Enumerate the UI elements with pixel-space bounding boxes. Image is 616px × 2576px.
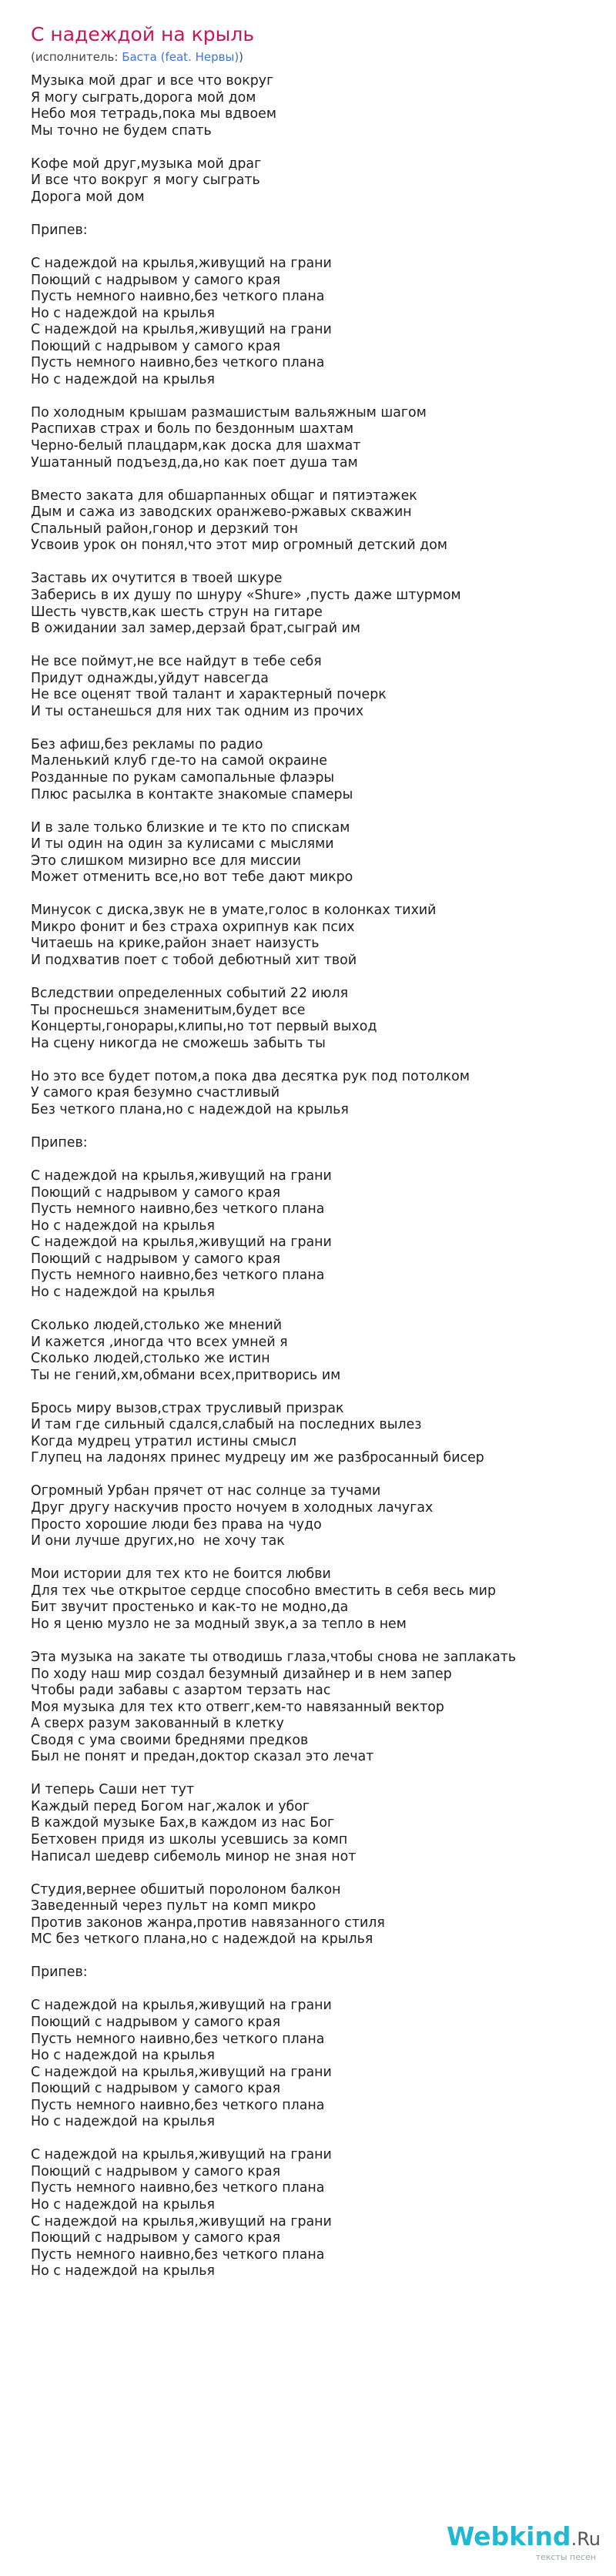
site-logo[interactable] [447,2523,601,2562]
logo-tld: .Ru [571,2528,601,2550]
lyric-line: И там где сильный сдался,слабый на последних вылез [31,1417,422,1433]
lyric-line: Минусок с диска,звук не в умате,голос в колонках тихий [31,903,437,919]
lyric-line: Мои истории для тех кто не боится любви [31,1566,331,1583]
lyric-line: Пусть немного наивно,без четкого плана [31,1268,325,1284]
lyric-line: И ты останешься для них так одним из прочих [31,703,364,719]
lyric-line: Поющий с надрывом у самого края [31,272,281,288]
lyric-line: Ушатанный подъезд,да,но как поет душа там [31,454,358,471]
lyric-line: Поющий с надрывом у самого края [31,1251,281,1267]
lyric-line: С надеждой на крылья,живущий на грани [31,2064,332,2080]
lyric-line: Поющий с надрывом у самого края [31,2081,281,2097]
lyric-line: Заведенный через пульт на комп микро [31,1898,316,1914]
stanza-gap [31,206,608,223]
stanza-gap [31,803,608,820]
lyric-line: Плюс расылка в контакте знакомые спамеры [31,786,353,802]
lyric-line: Огромный Урбан прячет от нас солнце за тучами [31,1483,381,1499]
lyric-line: Черно-белый плацдарм,как доска для шахмат [31,438,361,454]
stanza-gap [31,1633,608,1650]
lyric-line: Не все поймут,не все найдут в тебе себя [31,654,322,670]
lyric-line: Пусть немного наивно,без четкого плана [31,2031,325,2047]
lyric-line: Усвоив урок он понял,что этот мир огромный детский дом [31,538,448,554]
lyric-line: Но с надеждой на крылья [31,1284,215,1300]
performer-suffix: ) [239,50,244,64]
lyric-line: По холодным крышам размашистым вальяжным шагом [31,404,427,420]
stanza-gap [31,1118,608,1135]
lyric-line: Маленький клуб где-то на самой окраине [31,753,327,769]
lyric-line: Дым и сажа из заводских оранжево-ржавых скважин [31,504,412,521]
lyric-line: Глупец на ладонях принес мудрецу им же разбросанный бисер [31,1450,484,1466]
song-title: С надеждой на крыль [31,23,255,45]
logo-brand: Webkind [446,2521,571,2551]
lyric-line: Эта музыка на закате ты отводишь глаза,чтобы снова не заплакать [31,1649,517,1665]
lyric-line: Пусть немного наивно,без четкого плана [31,289,325,305]
lyric-line: С надеждой на крылья,живущий на грани [31,256,332,272]
lyric-line: Просто хорошие люди без права на чудо [31,1516,322,1533]
lyric-line: Вместо заката для обшарпанных общаг и пятиэтажек [31,487,417,504]
lyric-line: Пусть немного наивно,без четкого плана [31,2246,325,2263]
lyric-line: Заставь их очутится в твоей шкуре [31,571,283,587]
lyric-line: Написал шедевр сибемоль минор не зная нот [31,1848,357,1864]
stanza-gap [31,388,608,405]
lyric-line: С надеждой на крылья,живущий на грани [31,2147,332,2163]
lyric-line: Не все оценят твой талант и характерный почерк [31,687,387,703]
lyric-line: По ходу наш мир создал безумный дизайнер и в нем запер [31,1666,452,1682]
lyric-line: И все что вокруг я могу сыграть [31,173,260,189]
lyric-line: Против законов жанра,против навязанного стиля [31,1914,385,1931]
lyric-line: У самого края безумно счастливый [31,1085,280,1101]
lyric-line: И подхватив поет с тобой дебютный хит твой [31,952,357,968]
lyric-line: Без четкого плана,но с надеждой на крылья [31,1101,349,1117]
logo-wordmark [447,2523,601,2553]
lyric-line: Студия,вернее обшитый поролоном балкон [31,1881,341,1898]
stanza-gap [31,1550,608,1567]
lyric-line: Мы точно не будем спать [31,122,212,139]
lyric-line: С надеждой на крылья,живущий на грани [31,2213,332,2229]
artist-link[interactable]: Баста (feat. Нервы) [122,50,239,64]
lyric-line: Но это все будет потом,а пока два десятка рук под потолком [31,1068,470,1084]
lyric-line: Распихав страх и боль по бездонным шахтам [31,421,354,437]
lyric-line: Читаешь на крике,район знает наизусть [31,936,320,952]
stanza-gap [31,1948,608,1965]
stanza-gap [31,1052,608,1069]
stanza-gap [31,720,608,737]
stanza-gap [31,471,608,488]
lyric-line: Сводя с ума своими бреднями предков [31,1732,309,1748]
lyric-line: Но с надеждой на крылья [31,305,215,321]
lyric-line: Концерты,гонорары,клипы,но тот первый выход [31,1019,377,1035]
lyric-line: Ты не гений,хм,обмани всех,притворись им [31,1367,341,1383]
lyric-line: Друг другу наскучив просто ночуем в холодных лачугах [31,1500,434,1516]
lyric-line: Припев: [31,1965,88,1981]
lyric-line: Я могу сыграть,дорога мой дом [31,89,256,106]
lyric-line: Когда мудрец утратил истины смысл [31,1433,297,1449]
lyric-line: Небо моя тетрадь,пока мы вдвоем [31,106,276,122]
lyrics-text [31,73,608,2280]
logo-tagline: тексты песен [535,2552,596,2562]
stanza-gap [31,1384,608,1401]
lyric-line: Может отменить все,но вот тебе дают микро [31,869,353,886]
stanza-gap [31,1301,608,1318]
lyric-line: В ожидании зал замер,дерзай брат,сыграй им [31,621,361,637]
lyric-line: Сколько людей,столько же мнений [31,1318,283,1334]
lyric-line: Поющий с надрывом у самого края [31,2230,281,2246]
lyric-line: Но с надеждой на крылья [31,1218,215,1234]
lyric-line: С надеждой на крылья,живущий на грани [31,322,332,338]
lyric-line: С надеждой на крылья,живущий на грани [31,1234,332,1251]
stanza-gap [31,139,608,156]
stanza-gap [31,1467,608,1484]
lyric-line: А сверх разум закованный в клетку [31,1716,284,1732]
lyric-line: Для тех чье открытое сердце способно вместить в себя весь мир [31,1583,497,1599]
lyric-line: Поющий с надрывом у самого края [31,2163,281,2179]
lyric-line: С надеждой на крылья,живущий на грани [31,1998,332,2014]
lyric-line: Пусть немного наивно,без четкого плана [31,1201,325,1218]
lyric-line: Но с надеждой на крылья [31,2114,215,2130]
stanza-gap [31,638,608,655]
lyric-line: И кажется ,иногда что всех умней я [31,1334,288,1350]
lyric-line: Микро фонит и без страха охрипнув как псих [31,919,355,935]
lyric-line: Поющий с надрывом у самого края [31,2014,281,2030]
stanza-gap [31,1981,608,1998]
lyric-line: Пусть немного наивно,без четкого плана [31,2180,325,2196]
lyric-line: Чтобы ради забавы с азартом терзать нас [31,1683,331,1699]
lyric-line: Придут однажды,уйдут навсегда [31,670,269,686]
lyric-line: Музыка мой драг и все что вокруг [31,73,274,89]
lyric-line: Припев: [31,222,88,238]
lyric-line: В каждой музыке Бах,в каждом из нас Бог [31,1815,335,1831]
lyric-line: И они лучше других,но не хочу так [31,1533,285,1549]
stanza-gap [31,886,608,903]
lyric-line: MC без четкого плана,но с надеждой на крылья [31,1931,373,1948]
lyric-line: Но с надеждой на крылья [31,2197,215,2213]
lyric-line: Пусть немного наивно,без четкого плана [31,355,325,371]
lyric-line: Ты проснешься знаменитым,будет все [31,1002,306,1018]
lyric-line: Заберись в их душу по шнуру «Shure» ,пусть даже штурмом [31,587,461,603]
stanza-gap [31,1865,608,1882]
lyric-line: Но я ценю музло не за модный звук,а за тепло в нем [31,1616,407,1632]
lyric-line: И в зале только близкие и те кто по спискам [31,819,350,836]
lyric-line: Розданные по рукам самопальные флаэры [31,769,335,786]
lyric-line: Но с надеждой на крылья [31,2048,215,2064]
lyric-line: Дорога мой дом [31,189,145,205]
lyric-line: Шесть чувств,как шесть струн на гитаре [31,604,323,620]
lyric-line: Был не понят и предан,доктор сказал это лечат [31,1749,374,1765]
stanza-gap [31,1152,608,1169]
lyric-line: Спальный район,гонор и дерзкий тон [31,521,298,537]
lyric-line: Поющий с надрывом у самого края [31,1184,281,1201]
lyric-line: Припев: [31,1135,88,1151]
lyric-line: Но с надеждой на крылья [31,371,215,387]
lyric-line: Кофе мой друг,музыка мой драг [31,156,262,172]
stanza-gap [31,2131,608,2148]
lyric-line: Сколько людей,столько же истин [31,1351,270,1367]
lyric-line: С надеждой на крылья,живущий на грани [31,1168,332,1184]
lyric-line: На сцену никогда не сможешь забыть ты [31,1035,326,1051]
lyric-line: Бит звучит простенько и как-то не модно,да [31,1600,349,1616]
stanza-gap [31,970,608,987]
lyric-line: И ты один на один за кулисами с мыслями [31,836,334,853]
performer-prefix: (исполнитель: [31,50,122,64]
lyric-line: Моя музыка для тех кто отвеrг,кем-то навязанный вектор [31,1699,444,1715]
performer-line [31,49,243,65]
stanza-gap [31,239,608,256]
lyric-line: Но с надеждой на крылья [31,2263,215,2280]
lyric-line: Каждый перед Богом наг,жалок и убог [31,1798,310,1814]
lyric-line: Брось миру вызов,страх трусливый призрак [31,1400,344,1416]
lyric-line: Без афиш,без рекламы по радио [31,736,263,752]
lyric-line: И теперь Саши нет тут [31,1782,195,1798]
lyric-line: Пусть немного наивно,без четкого плана [31,2097,325,2113]
stanza-gap [31,1766,608,1783]
lyric-line: Поющий с надрывом у самого края [31,338,281,354]
stanza-gap [31,554,608,571]
lyric-line: Бетховен придя из школы усевшись за комп [31,1831,348,1847]
lyric-line: Вследствии определенных событий 22 июля [31,986,349,1002]
lyric-line: Это слишком мизирно все для миссии [31,853,301,869]
